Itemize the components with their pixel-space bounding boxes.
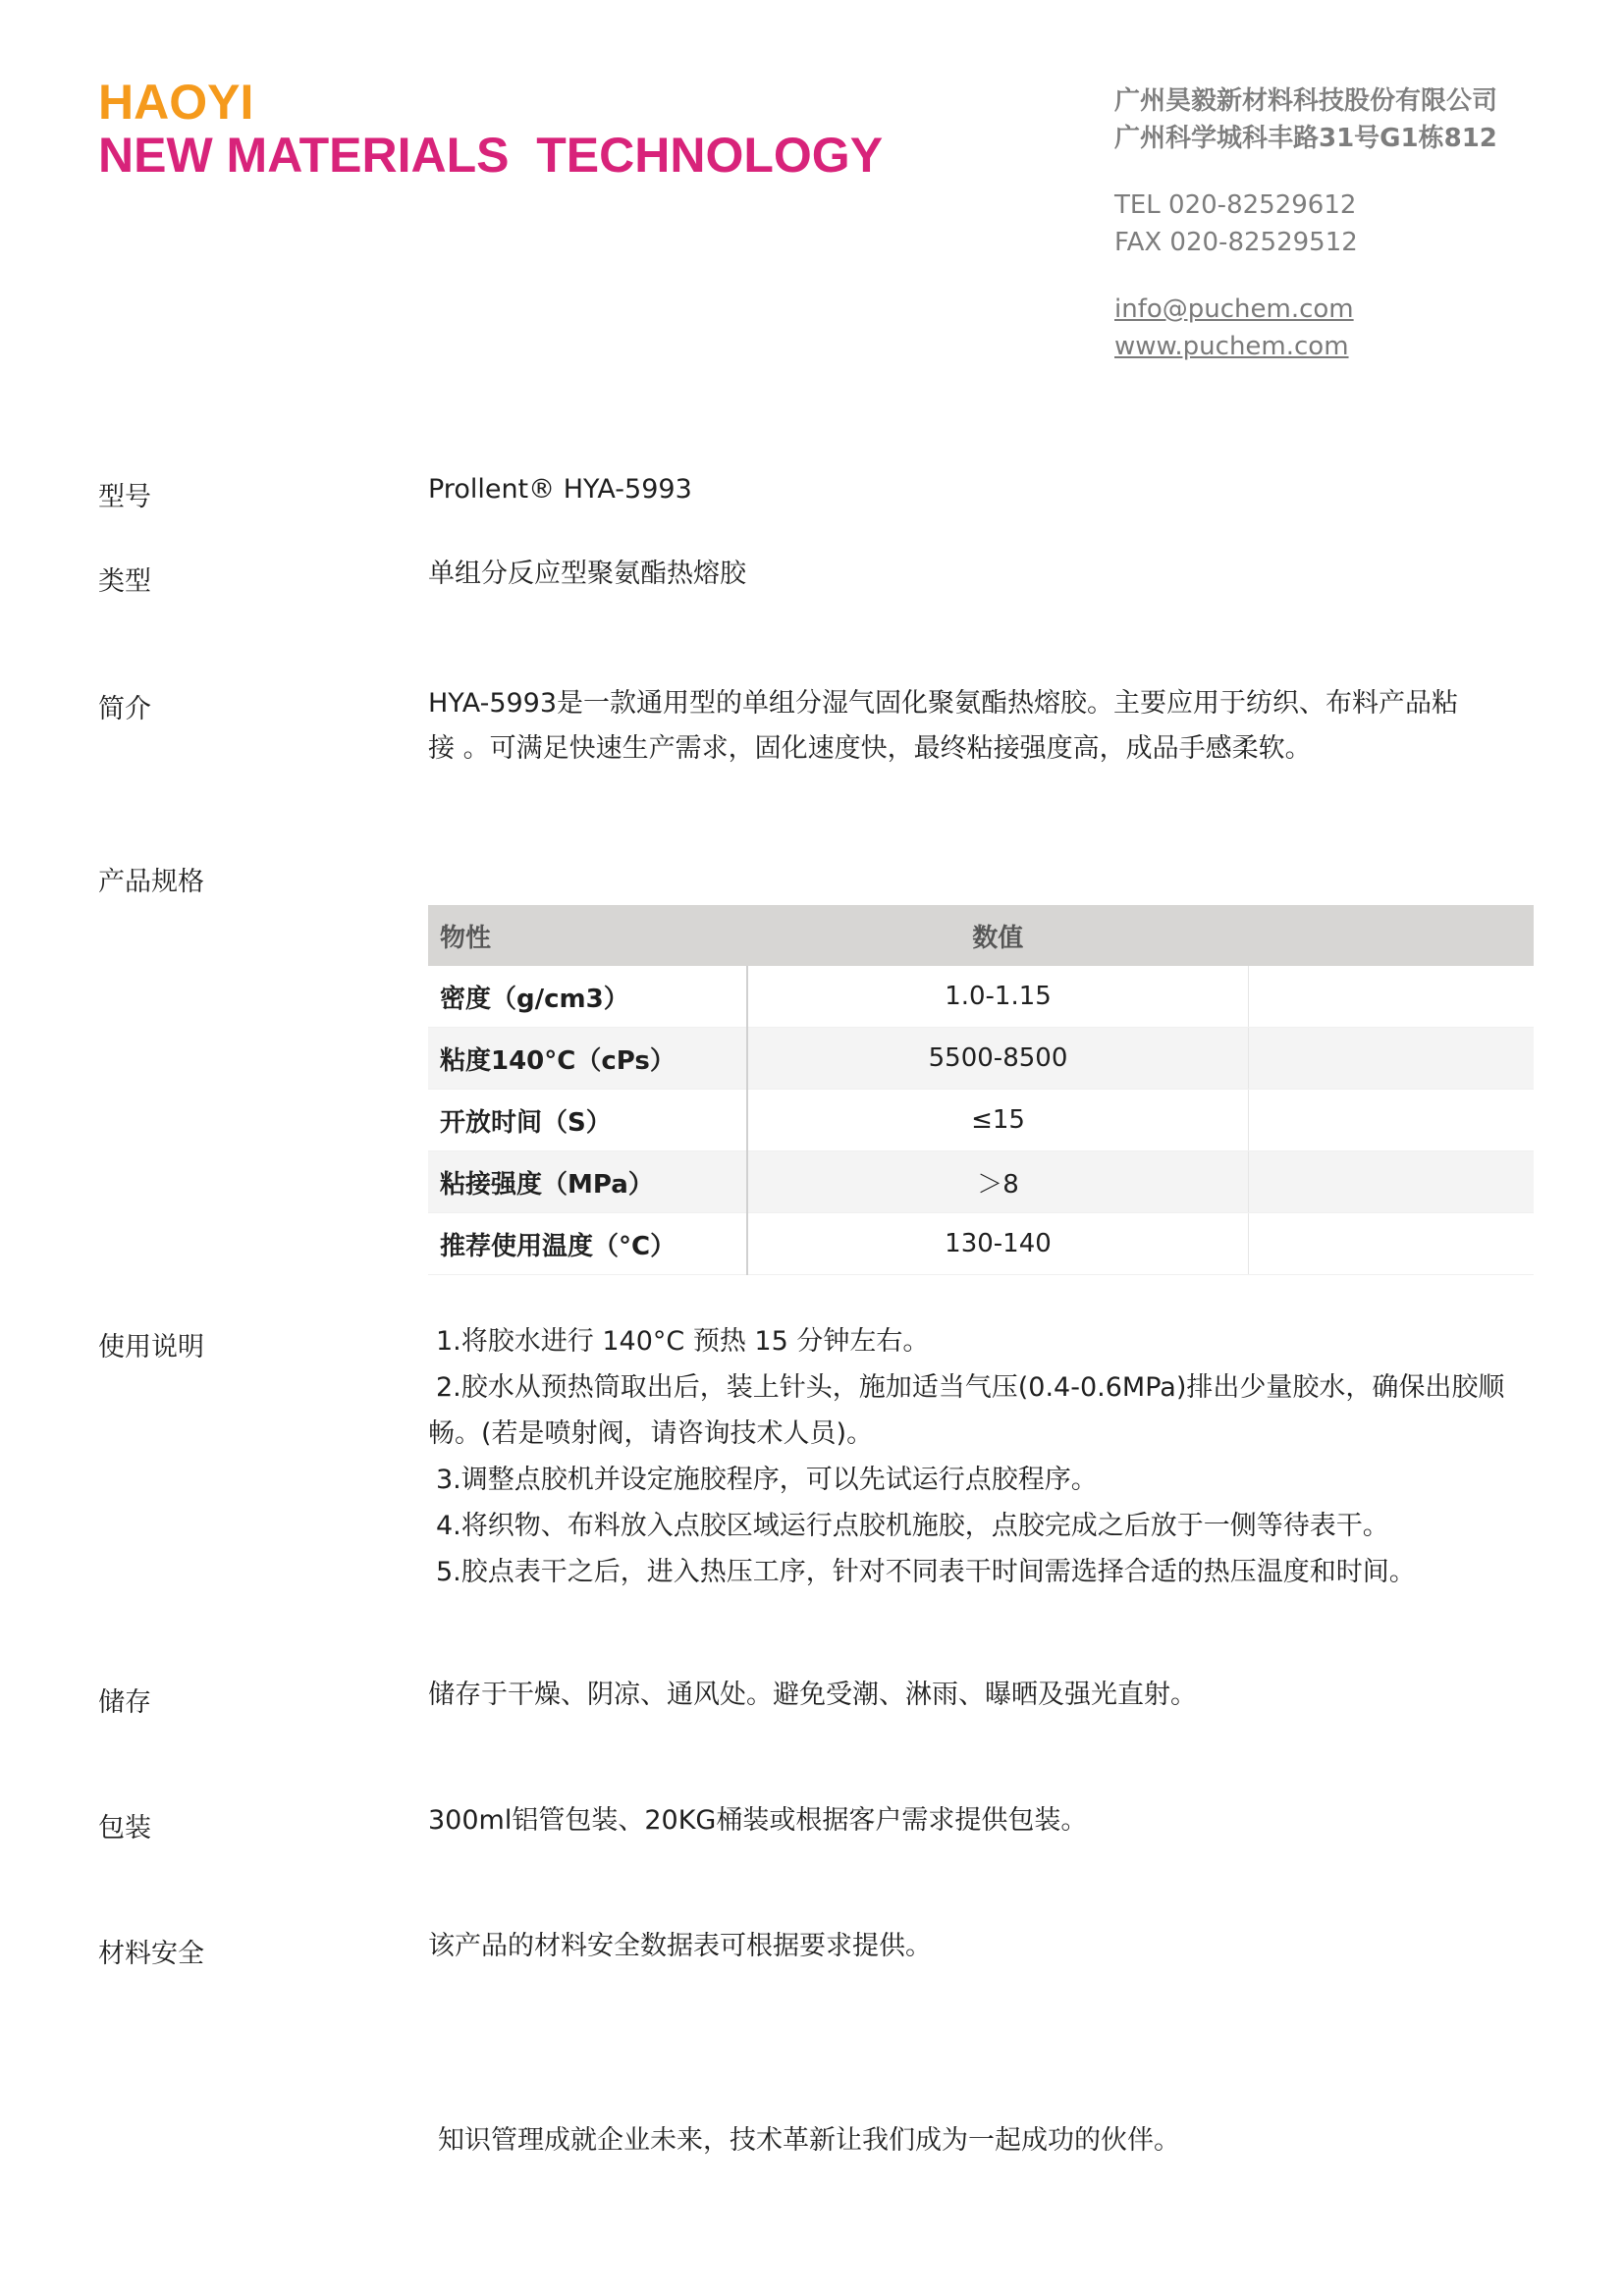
specs-label: 产品规格 bbox=[98, 867, 204, 897]
spec-table bbox=[428, 905, 1534, 1275]
spec-blank bbox=[1249, 1213, 1535, 1275]
intro-line: 接 。可满足快速生产需求，固化速度快，最终粘接强度高，成品手感柔软。 bbox=[428, 733, 1312, 764]
intro-line: HYA-5993是一款通用型的单组分湿气固化聚氨酯热熔胶。主要应用于纺织、布料产品粘 bbox=[428, 688, 1459, 719]
packaging-value: 300ml铝管包装、20KG桶装或根据客户需求提供包装。 bbox=[428, 1805, 1088, 1836]
company-address: 广州科学城科丰路31号G1栋812 bbox=[1114, 124, 1497, 153]
intro-text bbox=[428, 681, 1508, 772]
spec-table-header bbox=[428, 905, 1534, 966]
type-value: 单组分反应型聚氨酯热熔胶 bbox=[428, 559, 746, 589]
spec-property: 粘度140°C（cPs） bbox=[428, 1028, 747, 1090]
spec-property: 粘接强度（MPa） bbox=[428, 1151, 747, 1213]
spec-header-value: 数值 bbox=[747, 905, 1249, 966]
spec-blank bbox=[1249, 1090, 1535, 1151]
spec-blank bbox=[1249, 1151, 1535, 1213]
spec-value: ≤15 bbox=[747, 1090, 1249, 1151]
usage-step: 1.将胶水进行 140°C 预热 15 分钟左右。 bbox=[436, 1326, 930, 1357]
table-row bbox=[428, 1090, 1534, 1151]
spec-value: ＞8 bbox=[747, 1151, 1249, 1213]
usage-step: 3.调整点胶机并设定施胶程序，可以先试运行点胶程序。 bbox=[436, 1465, 1098, 1495]
email-link[interactable]: info@puchem.com bbox=[1114, 294, 1354, 324]
spec-property: 开放时间（S） bbox=[428, 1090, 747, 1151]
storage-label: 储存 bbox=[98, 1687, 151, 1718]
phone-number: TEL 020-82529612 bbox=[1114, 190, 1357, 220]
spec-property: 推荐使用温度（°C） bbox=[428, 1213, 747, 1275]
usage-step: 2.胶水从预热筒取出后，装上针头，施加适当气压(0.4-0.6MPa)排出少量胶水，确保出胶顺 bbox=[436, 1372, 1505, 1403]
usage-label: 使用说明 bbox=[98, 1332, 204, 1362]
model-value: Prollent® HYA-5993 bbox=[428, 474, 692, 505]
footer-slogan: 知识管理成就企业未来，技术革新让我们成为一起成功的伙伴。 bbox=[438, 2125, 1180, 2156]
table-row bbox=[428, 1151, 1534, 1213]
spec-header-blank bbox=[1249, 905, 1535, 966]
model-label: 型号 bbox=[98, 482, 151, 512]
table-row bbox=[428, 966, 1534, 1028]
spec-blank bbox=[1249, 966, 1535, 1028]
brand-tagline: NEW MATERIALS TECHNOLOGY bbox=[98, 128, 884, 183]
spec-value: 5500-8500 bbox=[747, 1028, 1249, 1090]
packaging-label: 包装 bbox=[98, 1813, 151, 1843]
storage-value: 储存于干燥、阴凉、通风处。避免受潮、淋雨、曝晒及强光直射。 bbox=[428, 1680, 1197, 1710]
spec-blank bbox=[1249, 1028, 1535, 1090]
company-name: 广州昊毅新材料科技股份有限公司 bbox=[1114, 86, 1498, 116]
spec-header-property: 物性 bbox=[428, 905, 747, 966]
usage-step: 畅。(若是喷射阀，请咨询技术人员)。 bbox=[428, 1418, 874, 1449]
safety-label: 材料安全 bbox=[98, 1939, 204, 1969]
contact-block bbox=[1114, 82, 1497, 365]
safety-value: 该产品的材料安全数据表可根据要求提供。 bbox=[428, 1931, 932, 1961]
spec-value: 1.0-1.15 bbox=[747, 966, 1249, 1028]
table-row bbox=[428, 1213, 1534, 1275]
spec-value: 130-140 bbox=[747, 1213, 1249, 1275]
usage-step: 4.将织物、布料放入点胶区域运行点胶机施胶，点胶完成之后放于一侧等待表干。 bbox=[436, 1511, 1389, 1541]
table-row bbox=[428, 1028, 1534, 1090]
usage-step: 5.胶点表干之后，进入热压工序，针对不同表干时间需选择合适的热压温度和时间。 bbox=[436, 1557, 1416, 1587]
brand-name: HAOYI bbox=[98, 75, 254, 130]
fax-number: FAX 020-82529512 bbox=[1114, 228, 1358, 257]
spec-property: 密度（g/cm3） bbox=[428, 966, 747, 1028]
intro-label: 简介 bbox=[98, 694, 151, 724]
website-link[interactable]: www.puchem.com bbox=[1114, 332, 1349, 361]
type-label: 类型 bbox=[98, 566, 151, 597]
usage-steps bbox=[428, 1318, 1538, 1595]
